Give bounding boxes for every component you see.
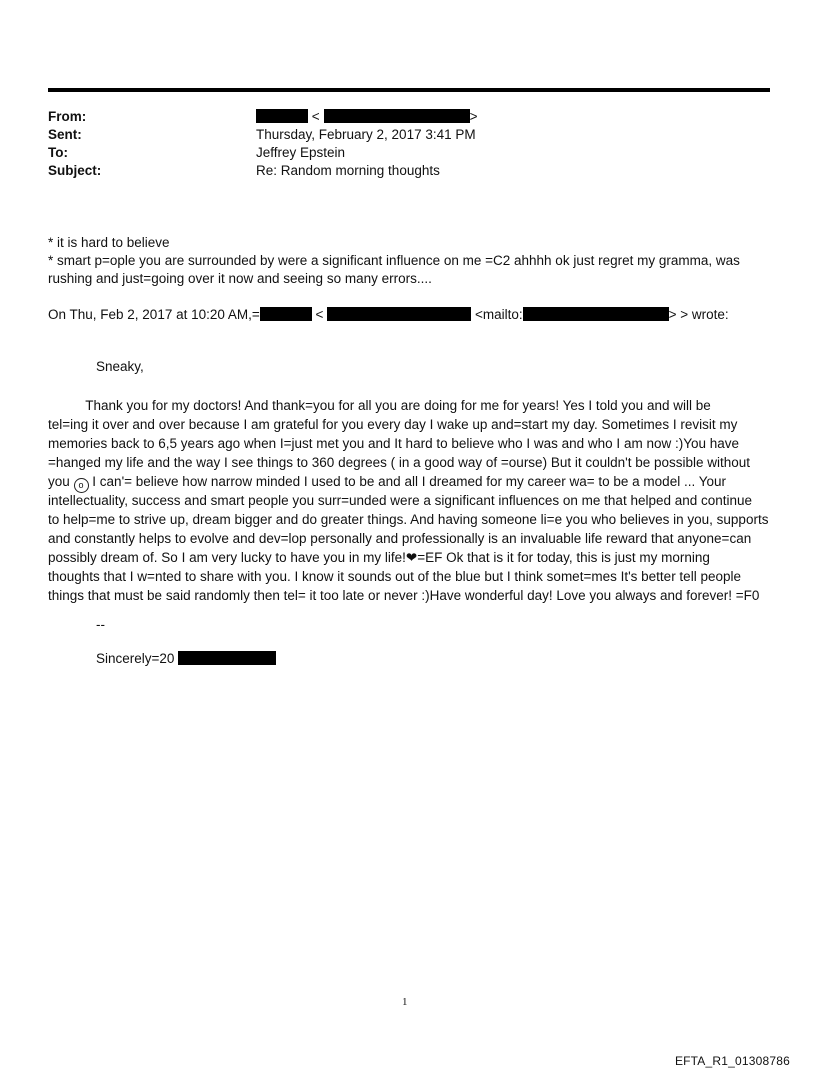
message-line: and constantly helps to evolve and dev=lop personally and professionally is an invaluable life reward that anyone=can — [48, 531, 752, 546]
quote-header-lt: < — [315, 307, 324, 322]
header-rule — [48, 88, 770, 92]
message-line: tel=ing it over and over because I am grateful for you every day I wake up and=start my day. Sometimes I revisit my — [48, 417, 738, 432]
signoff — [96, 650, 796, 668]
reply-line: rushing and just=going over it now and seeing so many errors.... — [48, 271, 432, 286]
document-id: EFTA_R1_01308786 — [674, 1054, 790, 1068]
to-label: To: — [48, 145, 68, 160]
signature-dash: -- — [96, 617, 105, 632]
to-value: Jeffrey Epstein — [256, 145, 346, 160]
message-fragment: possibly dream of. So I am very lucky to have you in my life! — [48, 550, 406, 565]
message-line: =hanged my life and the way I see things to 360 degrees ( in a good way of =ourse) But it couldn't be possible without — [48, 455, 751, 470]
redaction-box — [260, 307, 312, 321]
from-label: From: — [48, 109, 87, 124]
quoted-message — [48, 396, 770, 605]
reply-line: * it is hard to believe — [48, 235, 170, 250]
redaction-box — [324, 109, 470, 123]
message-line: Thank you for my doctors! And thank=you for all you are doing for me for years! Yes I told you and will be — [48, 398, 711, 413]
quote-header-mailto: <mailto: — [474, 307, 523, 322]
sent-row — [48, 126, 478, 144]
surprised-face-icon: o — [74, 478, 89, 493]
redaction-box — [523, 307, 669, 321]
message-line — [48, 472, 770, 491]
reply-line: * smart p=ople you are surrounded by were a significant influence on me =C2 ahhhh ok just regret my gramma, was — [48, 253, 740, 268]
quote-header-prefix: On Thu, Feb 2, 2017 at 10:20 AM,= — [48, 307, 260, 322]
message-line: thoughts that I w=nted to share with you. I know it sounds out of the blue but I think somet=mes It's better tell people — [48, 569, 741, 584]
to-row — [48, 144, 478, 162]
message-fragment: =EF Ok that is it for today, this is just my morning — [417, 550, 710, 565]
from-close-bracket: > — [469, 109, 478, 124]
quote-header — [48, 306, 748, 324]
redaction-box — [178, 651, 276, 665]
message-fragment: you — [48, 474, 70, 489]
reply-body — [48, 234, 748, 288]
from-value — [256, 108, 478, 126]
message-line — [48, 548, 770, 567]
subject-label: Subject: — [48, 163, 102, 178]
sent-label: Sent: — [48, 127, 82, 142]
from-open-bracket: < — [311, 109, 320, 124]
quote-header-suffix: > > wrote: — [668, 307, 729, 322]
sent-value: Thursday, February 2, 2017 3:41 PM — [256, 127, 476, 142]
message-line: memories back to 6,5 years ago when I=just met you and It hard to believe who I was and who I am now :)You have — [48, 436, 740, 451]
redaction-box — [327, 307, 471, 321]
heart-icon: ❤ — [405, 550, 418, 565]
message-line: to help=me to strive up, dream bigger and do greater things. And having someone li=e you who believes in you, supports — [48, 512, 769, 527]
message-line: things that must be said randomly then tel= it too late or never :)Have wonderful day! Love you always and forever! =F0 — [48, 588, 760, 603]
page-number: 1 — [402, 996, 408, 1008]
greeting: Sneaky, — [96, 359, 144, 374]
message-fragment: I can'= believe how narrow minded I used to be and all I dreamed for my career wa= to be a model ... Your — [88, 474, 726, 489]
email-header — [48, 108, 478, 180]
message-line: intellectuality, success and smart people you surr=unded were a significant influences on me that helped and continue — [48, 493, 753, 508]
signoff-text: Sincerely=20 — [96, 651, 175, 666]
redaction-box — [256, 109, 308, 123]
from-row — [48, 108, 478, 126]
subject-row — [48, 162, 478, 180]
subject-value: Re: Random morning thoughts — [256, 163, 440, 178]
